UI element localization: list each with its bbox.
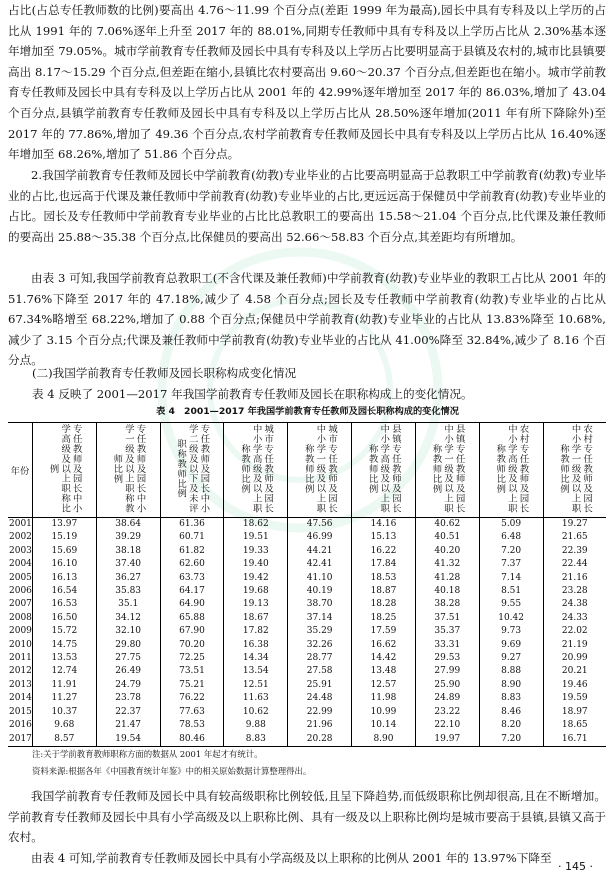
table-row xyxy=(8,531,606,544)
table-row xyxy=(8,692,606,705)
table-cell: 38.64 xyxy=(96,518,160,532)
table-cell: 38.28 xyxy=(415,598,479,611)
table-cell: 37.40 xyxy=(96,558,160,571)
table-cell: 19.51 xyxy=(224,531,288,544)
table-cell: 10.37 xyxy=(32,706,96,719)
table-cell: 17.82 xyxy=(224,625,288,638)
table-cell: 19.46 xyxy=(543,679,606,692)
table-cell: 12.51 xyxy=(224,679,288,692)
table-cell: 35.83 xyxy=(96,585,160,598)
table-cell: 42.41 xyxy=(288,558,352,571)
table-cell: 38.18 xyxy=(96,545,160,558)
table-cell: 5.09 xyxy=(479,518,543,532)
table-row xyxy=(8,598,606,611)
table-cell: 40.18 xyxy=(415,585,479,598)
table-cell: 22.10 xyxy=(415,719,479,732)
table-cell: 21.19 xyxy=(543,639,606,652)
table-cell: 41.28 xyxy=(415,572,479,585)
table-cell: 18.62 xyxy=(224,518,288,532)
table-cell: 7.14 xyxy=(479,572,543,585)
table-cell: 16.50 xyxy=(32,612,96,625)
section-heading: (二)我国学前教育专任教师及园长职称构成变化情况 xyxy=(32,366,297,380)
table-cell: 41.10 xyxy=(288,572,352,585)
table-cell: 12.57 xyxy=(352,679,416,692)
table-cell: 15.69 xyxy=(32,545,96,558)
table-cell: 15.19 xyxy=(32,531,96,544)
table-row xyxy=(8,545,606,558)
table-cell: 9.88 xyxy=(224,719,288,732)
table-cell: 11.98 xyxy=(352,692,416,705)
data-table xyxy=(8,422,606,747)
table-row xyxy=(8,733,606,747)
table-cell: 35.37 xyxy=(415,625,479,638)
table-cell: 10.62 xyxy=(224,706,288,719)
table-cell: 25.90 xyxy=(415,679,479,692)
table-cell: 44.21 xyxy=(288,545,352,558)
table-cell: 27.99 xyxy=(415,665,479,678)
table-row xyxy=(8,652,606,665)
closing-paragraph-2: 由表 4 可知,学前教育专任教师及园长中具有小学高级及以上职称的比例从 2001 年的 13.97%下降至 xyxy=(31,851,552,865)
table-cell: 21.47 xyxy=(96,719,160,732)
table-cell: 6.48 xyxy=(479,531,543,544)
table-cell: 22.39 xyxy=(543,545,606,558)
year-cell: 2005 xyxy=(9,572,32,583)
year-cell: 2010 xyxy=(9,639,32,650)
table-cell: 67.90 xyxy=(160,625,224,638)
year-cell: 2013 xyxy=(9,679,32,690)
table-cell: 19.59 xyxy=(543,692,606,705)
table-cell: 21.65 xyxy=(543,531,606,544)
table-cell: 23.22 xyxy=(415,706,479,719)
table-body xyxy=(8,518,606,747)
table-cell: 13.48 xyxy=(352,665,416,678)
table-cell: 24.33 xyxy=(543,612,606,625)
table-cell: 26.49 xyxy=(96,665,160,678)
table-cell: 29.80 xyxy=(96,639,160,652)
year-cell: 2017 xyxy=(8,733,32,747)
table-cell: 25.91 xyxy=(288,679,352,692)
table-cell: 24.38 xyxy=(543,598,606,611)
year-cell: 2014 xyxy=(9,693,32,704)
header-cell: 县镇专任教师及园长中小学一级及以上职称教师比例 xyxy=(415,423,479,518)
table-cell: 20.28 xyxy=(288,733,352,747)
table-cell: 21.16 xyxy=(543,572,606,585)
table-cell: 16.13 xyxy=(32,572,96,585)
table-cell: 33.31 xyxy=(415,639,479,652)
header-cell: 农村专任教师及园长中小学高级及以上职称教师比例 xyxy=(479,423,543,518)
table-cell: 16.62 xyxy=(352,639,416,652)
year-cell: 2009 xyxy=(9,626,32,637)
table-cell: 18.87 xyxy=(352,585,416,598)
table-cell: 15.13 xyxy=(352,531,416,544)
table-intro: 表 4 反映了 2001—2017 年我国学前教育专任教师及园长在职称构成上的变化情况。 xyxy=(32,387,473,401)
year-cell: 2011 xyxy=(9,653,32,664)
table-cell: 18.53 xyxy=(352,572,416,585)
table-cell: 9.69 xyxy=(479,639,543,652)
table-cell: 22.37 xyxy=(96,706,160,719)
year-cell: 2012 xyxy=(9,666,32,677)
table-cell: 7.20 xyxy=(479,545,543,558)
table-cell: 24.89 xyxy=(415,692,479,705)
table-cell: 11.91 xyxy=(32,679,96,692)
table-cell: 64.17 xyxy=(160,585,224,598)
header-cell: 专任教师及园长中小学一级及以上职称教师比例 xyxy=(96,423,160,518)
table-cell: 19.40 xyxy=(224,558,288,571)
year-cell: 2004 xyxy=(9,559,32,570)
table-cell: 64.90 xyxy=(160,598,224,611)
table-cell: 13.53 xyxy=(32,652,96,665)
table-cell: 19.27 xyxy=(543,518,606,532)
table-cell: 19.97 xyxy=(415,733,479,747)
paragraph-1: 占比(占总专任教师数的比例)要高出 4.76～11.99 个百分点(差距 1999 年为最高),园长中具有专科及以上学历的占比从 1991 年的 7.06%逐年上升至 2017 年的 88.01%,同期专任教师中具有专科及以上学历占比从 2.30%基本逐年增加至 79.05%。城市学前教育专任教师及园长中具有专科及以上学历占比要明显高于县镇及农村的,城市比县镇要高出 8.17～15.29 个百分点,但差距在缩小,县镇比农村要高出 9.60～20.37 个百分点,但差距也在缩小。城市学前教育专任教师及园长中具有专科及以上学历占比从 2001 年的 42.99%逐年增加至 2017 年的 86.03%,增加了 43.04 个百分点,县镇学前教育专任教师及园长中具有专科及以上学历占比从 28.50%逐年增加(2011 年有所下降除外)至 2017 年的 77.86%,增加了 49.36 个百分点,农村学前教育专任教师及园长中具有专科及以上学历占比从 16.40%逐年增加至 68.26%,增加了 51.86 个百分点。 xyxy=(8,3,606,162)
table-cell: 40.51 xyxy=(415,531,479,544)
table-row xyxy=(8,518,606,532)
table-cell: 40.19 xyxy=(288,585,352,598)
table-cell: 78.53 xyxy=(160,719,224,732)
table-cell: 18.25 xyxy=(352,612,416,625)
table-cell: 75.21 xyxy=(160,679,224,692)
table-cell: 22.99 xyxy=(288,706,352,719)
header-cell: 城市专任教师及园长中小学高级及以上职称教师比例 xyxy=(224,423,288,518)
table-cell: 8.88 xyxy=(479,665,543,678)
header-cell: 专任教师及园长中小学二级及以下及未评职称教师比例 xyxy=(160,423,224,518)
year-cell: 2002 xyxy=(9,532,32,543)
header-cell: 县镇专任教师及园长中小学高级及以上职称教师比例 xyxy=(352,423,416,518)
table-cell: 8.51 xyxy=(479,585,543,598)
table-cell: 41.32 xyxy=(415,558,479,571)
header-cell: 农村专任教师及园长中小学一级及以上职称教师比例 xyxy=(543,423,606,518)
table-cell: 18.97 xyxy=(543,706,606,719)
table-cell: 24.79 xyxy=(96,679,160,692)
table-cell: 7.37 xyxy=(479,558,543,571)
table-cell: 20.21 xyxy=(543,665,606,678)
table-cell: 19.33 xyxy=(224,545,288,558)
table-cell: 17.59 xyxy=(352,625,416,638)
table-row xyxy=(8,639,606,652)
table-cell: 80.46 xyxy=(160,733,224,747)
table-cell: 38.70 xyxy=(288,598,352,611)
table-cell: 23.28 xyxy=(543,585,606,598)
table-cell: 40.20 xyxy=(415,545,479,558)
table-cell: 47.56 xyxy=(288,518,352,532)
table-header-row xyxy=(8,423,606,518)
table-cell: 16.38 xyxy=(224,639,288,652)
table-cell: 8.20 xyxy=(479,719,543,732)
table-cell: 10.99 xyxy=(352,706,416,719)
table-cell: 73.51 xyxy=(160,665,224,678)
table-cell: 35.1 xyxy=(96,598,160,611)
table-cell: 16.10 xyxy=(32,558,96,571)
table-cell: 39.29 xyxy=(96,531,160,544)
table-row xyxy=(8,585,606,598)
table-cell: 14.34 xyxy=(224,652,288,665)
table-row xyxy=(8,679,606,692)
table-cell: 70.20 xyxy=(160,639,224,652)
table-cell: 11.27 xyxy=(32,692,96,705)
table-cell: 32.10 xyxy=(96,625,160,638)
table-cell: 18.28 xyxy=(352,598,416,611)
table-cell: 21.96 xyxy=(288,719,352,732)
table-cell: 8.90 xyxy=(479,679,543,692)
table-row xyxy=(8,665,606,678)
table-cell: 12.74 xyxy=(32,665,96,678)
table-cell: 27.58 xyxy=(288,665,352,678)
page-number: · 145 · xyxy=(558,860,593,873)
year-cell: 2006 xyxy=(9,586,32,597)
table-row xyxy=(8,706,606,719)
table-cell: 22.02 xyxy=(543,625,606,638)
table-cell: 34.12 xyxy=(96,612,160,625)
table-cell: 18.65 xyxy=(543,719,606,732)
paragraph-3: 由表 3 可知,我国学前教育总教职工(不含代课及兼任教师)中学前教育(幼教)专业毕业的教职工占比从 2001 年的 51.76%下降至 2017 年的 47.18%,减少了 4.58 个百分点;园长及专任教师中学前教育(幼教)专业毕业的占比从 67.34%略增至 68.22%,增加了 0.88 个百分点;保健员中学前教育(幼教)专业毕业的占比从 13.83%降至 10.68%,减少了 3.15 个百分点;代课及兼任教师中学前教育(幼教)专业毕业的占比从 41.00%降至 32.84%,减少了 8.16 个百分点。 xyxy=(8,271,606,368)
table-cell: 20.99 xyxy=(543,652,606,665)
year-cell: 2007 xyxy=(9,599,32,610)
table-cell: 8.83 xyxy=(479,692,543,705)
table-cell: 14.75 xyxy=(32,639,96,652)
table-cell: 9.73 xyxy=(479,625,543,638)
table-cell: 9.27 xyxy=(479,652,543,665)
table-row xyxy=(8,625,606,638)
table-cell: 24.48 xyxy=(288,692,352,705)
table-cell: 37.51 xyxy=(415,612,479,625)
table-row xyxy=(8,719,606,732)
table-cell: 23.78 xyxy=(96,692,160,705)
year-cell: 2015 xyxy=(9,706,32,717)
table-cell: 16.53 xyxy=(32,598,96,611)
table-cell: 29.53 xyxy=(415,652,479,665)
year-cell: 2001 xyxy=(9,519,32,529)
table-cell: 8.46 xyxy=(479,706,543,719)
table-cell: 18.67 xyxy=(224,612,288,625)
header-cell: 专任教师及园长中小学高级及以上职称比例 xyxy=(32,423,96,518)
table-cell: 63.73 xyxy=(160,572,224,585)
table-cell: 60.71 xyxy=(160,531,224,544)
table-cell: 61.36 xyxy=(160,518,224,532)
table-cell: 40.62 xyxy=(415,518,479,532)
table-cell: 61.82 xyxy=(160,545,224,558)
paragraph-2: 2.我国学前教育专任教师及园长中学前教育(幼教)专业毕业的占比要高明显高于总教职工中学前教育(幼教)专业毕业的占比,也远高于代课及兼任教师中学前教育(幼教)专业毕业的占比,更远远高于保健员中学前教育(幼教)专业毕业的占比。园长及专任教师中学前教育专业毕业的占比比总教职工的要高出 15.58～21.04 个百分点,比代课及兼任教师的要高出 25.88～35.38 个百分点,比保健员的要高出 52.66～58.83 个百分点,其差距均有所增加。 xyxy=(8,168,606,244)
table-cell: 76.22 xyxy=(160,692,224,705)
table-row xyxy=(8,572,606,585)
table-cell: 27.75 xyxy=(96,652,160,665)
table-cell: 46.99 xyxy=(288,531,352,544)
table-cell: 9.68 xyxy=(32,719,96,732)
table-cell: 32.26 xyxy=(288,639,352,652)
table-cell: 7.20 xyxy=(479,733,543,747)
table-cell: 14.42 xyxy=(352,652,416,665)
table-cell: 19.42 xyxy=(224,572,288,585)
table-cell: 16.54 xyxy=(32,585,96,598)
table-caption: 表 4 2001—2017 年我国学前教育专任教师及园长职称构成的变化情况 xyxy=(156,406,459,417)
table-cell: 11.63 xyxy=(224,692,288,705)
table-cell: 13.54 xyxy=(224,665,288,678)
table-cell: 36.27 xyxy=(96,572,160,585)
table-row xyxy=(8,612,606,625)
table-cell: 14.16 xyxy=(352,518,416,532)
year-cell: 2003 xyxy=(9,545,32,556)
table-cell: 8.57 xyxy=(32,733,96,747)
table-cell: 9.55 xyxy=(479,598,543,611)
table-cell: 37.14 xyxy=(288,612,352,625)
table-cell: 19.13 xyxy=(224,598,288,611)
table-cell: 72.25 xyxy=(160,652,224,665)
table-cell: 8.90 xyxy=(352,733,416,747)
table-cell: 65.88 xyxy=(160,612,224,625)
table-cell: 15.72 xyxy=(32,625,96,638)
header-year: 年份 xyxy=(8,423,32,518)
table-cell: 16.22 xyxy=(352,545,416,558)
closing-paragraph-1: 我国学前教育专任教师及园长中具有较高级职称比例较低,且呈下降趋势,而低级职称比例却很高,且在不断增加。学前教育专任教师及园长中具有小学高级及以上职称比例、具有一级及以上职称比例均是城市要高于县镇,县镇又高于农村。 xyxy=(8,789,606,845)
table-cell: 17.84 xyxy=(352,558,416,571)
table-cell: 35.29 xyxy=(288,625,352,638)
table-cell: 13.97 xyxy=(32,518,96,532)
table-cell: 62.60 xyxy=(160,558,224,571)
table-cell: 10.14 xyxy=(352,719,416,732)
table-cell: 28.77 xyxy=(288,652,352,665)
table-note: 注:关于学前教育教师职称方面的数据从 2001 年起才有统计。 xyxy=(32,749,263,759)
year-cell: 2016 xyxy=(9,720,32,731)
table-cell: 22.44 xyxy=(543,558,606,571)
table-cell: 19.68 xyxy=(224,585,288,598)
table-source: 资料来源:根据各年《中国教育统计年鉴》中的相关原始数据计算整理得出。 xyxy=(32,766,312,776)
table-cell: 19.54 xyxy=(96,733,160,747)
header-cell: 城市专任教师及园长中小学一级及以上职称教师比例 xyxy=(288,423,352,518)
table-cell: 10.42 xyxy=(479,612,543,625)
table-cell: 16.71 xyxy=(543,733,606,747)
year-cell: 2008 xyxy=(9,612,32,623)
table-cell: 77.63 xyxy=(160,706,224,719)
table-row xyxy=(8,558,606,571)
table-cell: 8.83 xyxy=(224,733,288,747)
